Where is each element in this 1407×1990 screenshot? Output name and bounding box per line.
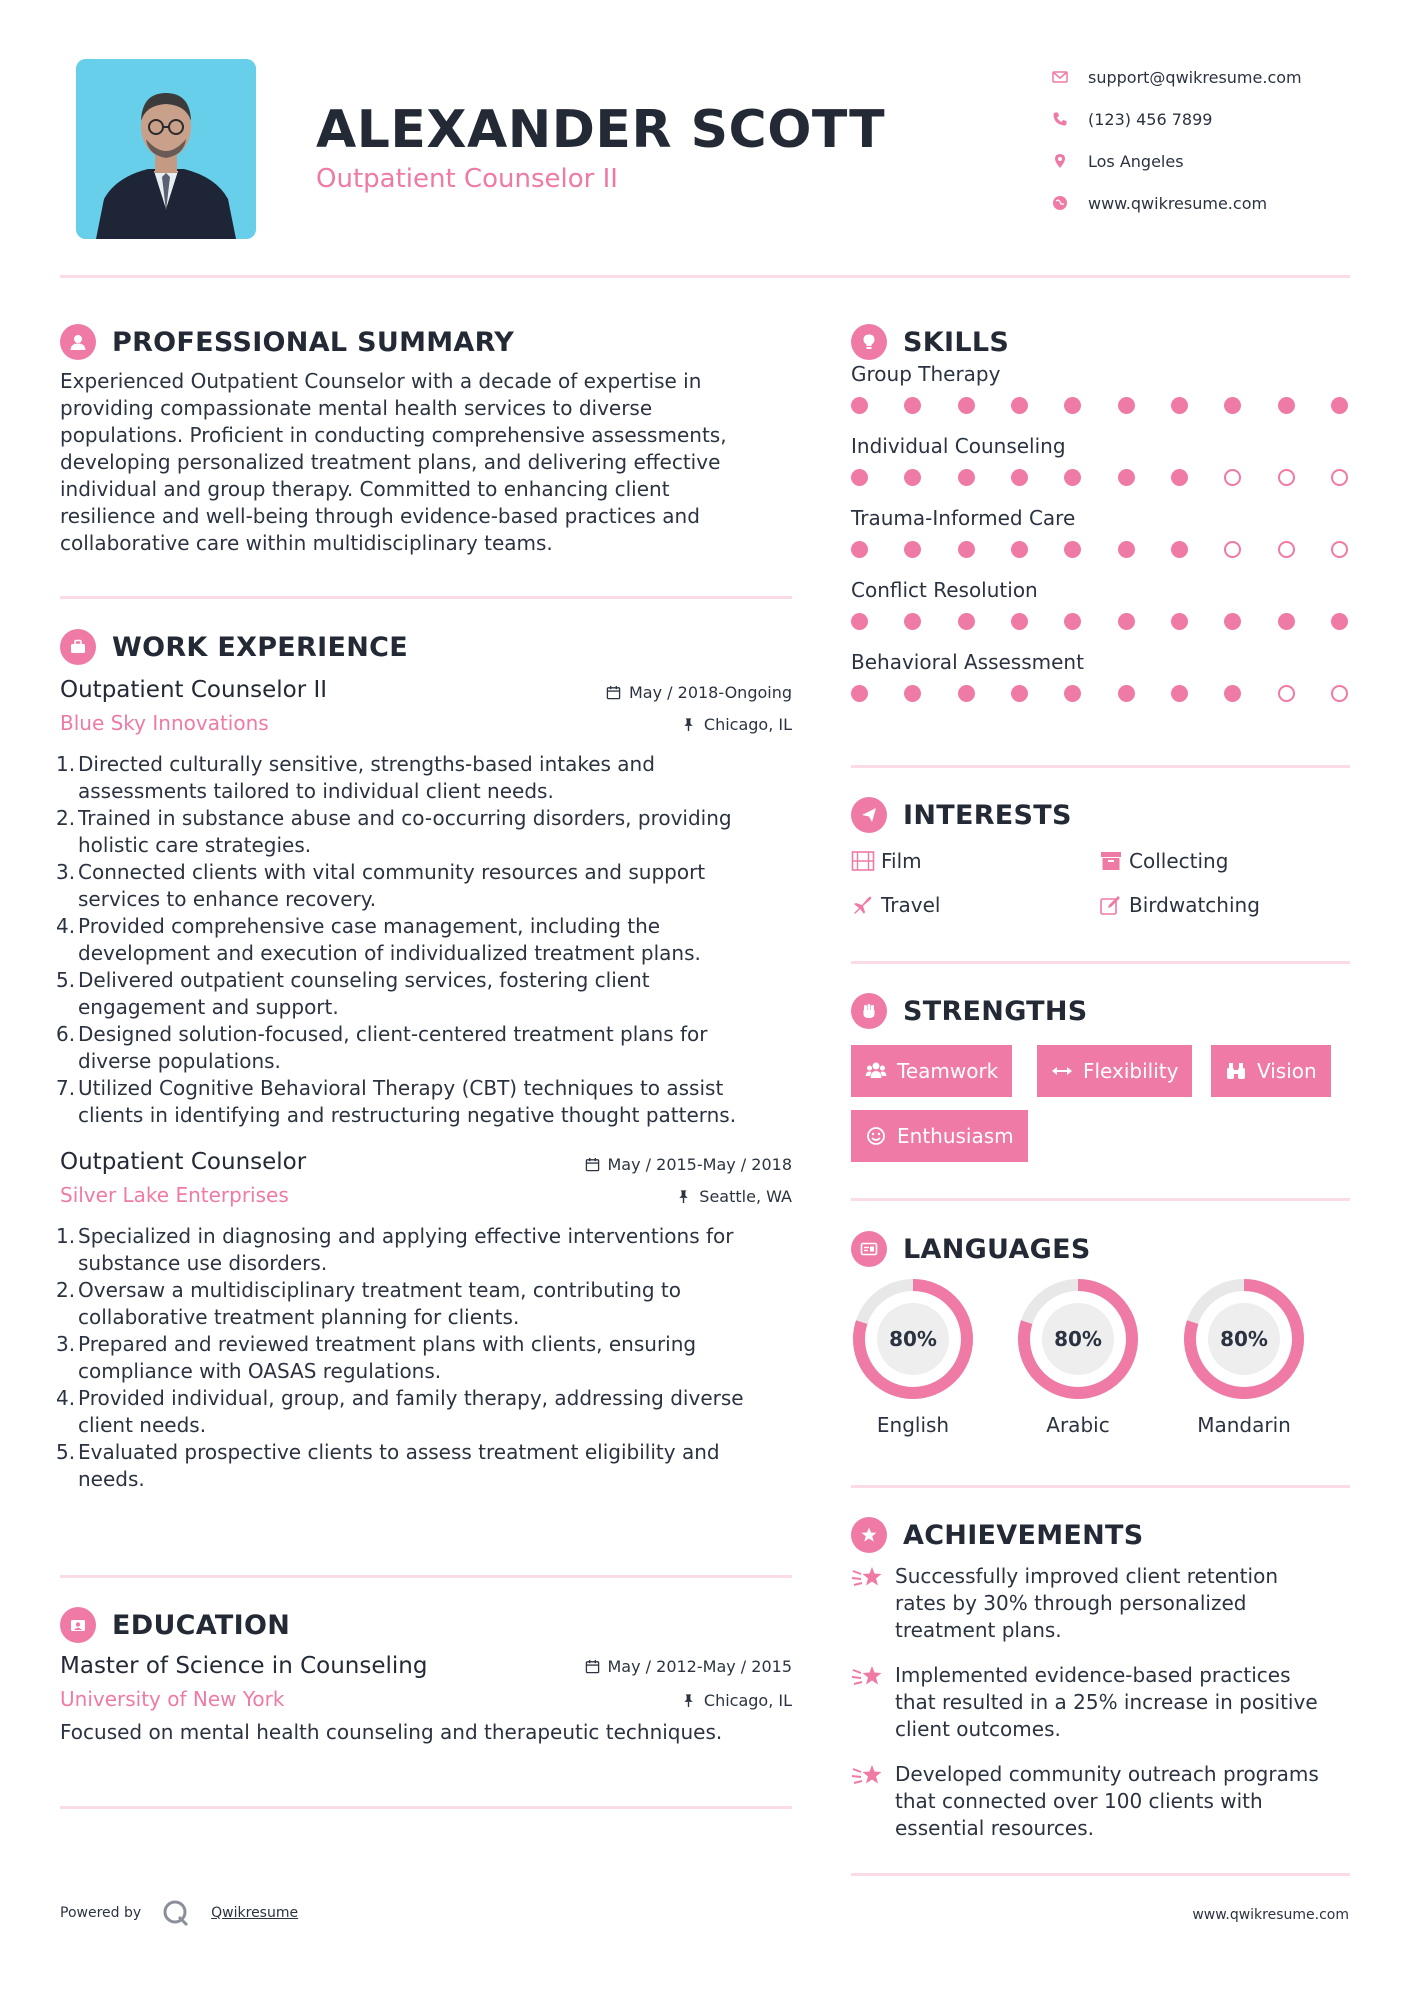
skill-dot-filled: [1171, 613, 1188, 630]
skill-dot-filled: [1011, 541, 1028, 558]
skill-dot-filled: [851, 397, 868, 414]
strength-chip: [851, 1045, 1012, 1097]
header-divider: [60, 275, 1350, 278]
work-heading: WORK EXPERIENCE: [112, 631, 408, 663]
job-bullet: Connected clients with vital community resources and support services to enhance recovery.: [78, 860, 706, 911]
education-divider: [60, 1806, 792, 1809]
skill-dot-empty: [1278, 469, 1295, 486]
language-percent: 80%: [1220, 1327, 1268, 1351]
achievements-header: [851, 1515, 1350, 1555]
fist-icon: [851, 993, 887, 1029]
skills-header: [851, 322, 1350, 362]
achievements-divider: [851, 1873, 1350, 1876]
achievements-list: [851, 1563, 1350, 1842]
job-location-text: Seattle, WA: [699, 1187, 792, 1206]
skills-section: [851, 322, 1350, 708]
school-name: University of New York: [60, 1687, 285, 1711]
paper-plane-icon: [851, 797, 887, 833]
strength-label: Teamwork: [897, 1059, 999, 1083]
job-bullet: Prepared and reviewed treatment plans with clients, ensuring compliance with OASAS regulations.: [78, 1332, 697, 1383]
arrows-icon: [1051, 1061, 1073, 1081]
skill-dot-empty: [1224, 469, 1241, 486]
binoculars-icon: [1225, 1061, 1247, 1081]
calendar-icon: [606, 685, 621, 700]
email-text: support@qwikresume.com: [1088, 67, 1302, 87]
skill-dot-filled: [904, 397, 921, 414]
strengths-section: [851, 991, 1350, 1171]
briefcase-icon: [60, 629, 96, 665]
strength-label: Flexibility: [1083, 1059, 1179, 1083]
job-entry: [60, 1149, 792, 1493]
job-dates: [585, 1155, 793, 1174]
smile-icon: [865, 1126, 887, 1146]
skill-dot-filled: [1171, 685, 1188, 702]
skill-dot-filled: [1011, 685, 1028, 702]
language-item: [851, 1277, 975, 1437]
job-bullet: Designed solution-focused, client-centered treatment plans for diverse populations.: [78, 1022, 708, 1073]
skill-rating: [851, 462, 1348, 492]
skill-dot-filled: [958, 397, 975, 414]
skill-dot-empty: [1331, 541, 1348, 558]
star-badge-icon: [851, 1517, 887, 1553]
contact-info: [1052, 56, 1362, 224]
job-dates-text: May / 2018-Ongoing: [629, 683, 792, 702]
calendar-icon: [585, 1659, 600, 1674]
interest-label: Travel: [881, 893, 941, 917]
job-company: Silver Lake Enterprises: [60, 1183, 289, 1207]
language-name: Mandarin: [1197, 1413, 1291, 1437]
job-bullet: Delivered outpatient counseling services, fostering client engagement and support.: [78, 968, 650, 1019]
work-header: [60, 627, 792, 667]
contact-phone[interactable]: [1052, 98, 1362, 140]
job-bullet: Oversaw a multidisciplinary treatment team, contributing to collaborative treatment planning for clients.: [78, 1278, 681, 1329]
skill-dot-filled: [1171, 469, 1188, 486]
skill-dot-filled: [1171, 541, 1188, 558]
skills-heading: SKILLS: [903, 326, 1010, 358]
skill-dot-empty: [1331, 469, 1348, 486]
skill-dot-filled: [1064, 541, 1081, 558]
qwikresume-logo-icon: [161, 1898, 191, 1928]
profile-photo: [76, 59, 256, 239]
skill-dot-filled: [958, 685, 975, 702]
education-section: [60, 1605, 792, 1746]
portrait-image: [76, 59, 256, 239]
job-dates: [606, 683, 792, 702]
skills-list: [851, 362, 1350, 708]
languages-header: [851, 1229, 1350, 1269]
summary-heading: PROFESSIONAL SUMMARY: [112, 326, 515, 358]
interests-heading: INTERESTS: [903, 799, 1072, 831]
interests-grid: [851, 839, 1350, 929]
job-location-text: Chicago, IL: [703, 715, 792, 734]
interests-divider: [851, 961, 1350, 964]
skill-dot-filled: [1118, 613, 1135, 630]
shooting-star-icon: [851, 1761, 885, 1791]
education-location: [681, 1691, 792, 1710]
candidate-name: ALEXANDER SCOTT: [316, 100, 886, 160]
achievement-text: Successfully improved client retention rates by 30% through personalized treatment plans.: [895, 1564, 1278, 1642]
skill-dot-filled: [958, 613, 975, 630]
strength-label: Vision: [1257, 1059, 1317, 1083]
skill-name: Behavioral Assessment: [851, 650, 1084, 674]
website-text: www.qwikresume.com: [1088, 193, 1268, 213]
contact-website[interactable]: [1052, 182, 1362, 224]
skill-dot-filled: [1224, 685, 1241, 702]
language-card-icon: [851, 1231, 887, 1267]
summary-line: developing personalized treatment plans, and delivering effective: [60, 450, 721, 474]
strengths-divider: [851, 1198, 1350, 1201]
skill-name: Individual Counseling: [851, 434, 1066, 458]
map-pin-icon: [1052, 152, 1088, 170]
skill-dot-filled: [851, 685, 868, 702]
achievements-heading: ACHIEVEMENTS: [903, 1519, 1144, 1551]
job-bullet: Utilized Cognitive Behavioral Therapy (CBT) techniques to assist clients in identifying and restructuring negative thought patterns.: [78, 1076, 737, 1127]
skill-dot-empty: [1278, 541, 1295, 558]
skill-item: [851, 506, 1350, 564]
skill-rating: [851, 534, 1348, 564]
education-dates-text: May / 2012-May / 2015: [607, 1657, 792, 1676]
interests-section: [851, 795, 1350, 929]
achievement-text: Implemented evidence-based practices that resulted in a 25% increase in positive client outcomes.: [895, 1663, 1318, 1741]
plane-icon: [851, 894, 875, 916]
skill-dot-filled: [1224, 613, 1241, 630]
achievements-section: [851, 1515, 1350, 1860]
language-percent: 80%: [889, 1327, 937, 1351]
contact-location: [1052, 140, 1362, 182]
powered-by-text: Powered by: [60, 1905, 142, 1921]
job-bullet: Specialized in diagnosing and applying effective interventions for substance use disorders.: [78, 1224, 734, 1275]
interest-label: Film: [881, 849, 922, 873]
graduation-icon: [60, 1607, 96, 1643]
degree-title: Master of Science in Counseling: [60, 1653, 428, 1679]
summary-line: resilience and well-being through evidence-based practices and: [60, 504, 700, 528]
footer-branding: [60, 1898, 298, 1928]
skill-rating: [851, 390, 1348, 420]
education-heading: EDUCATION: [112, 1609, 291, 1641]
archive-icon: [1099, 850, 1123, 872]
interest-item: [1099, 839, 1228, 883]
interest-label: Collecting: [1129, 849, 1229, 873]
job-location: [681, 715, 792, 734]
summary-line: collaborative care within multidisciplinary teams.: [60, 531, 553, 555]
candidate-title: Outpatient Counselor II: [316, 164, 618, 194]
job-bullet: Evaluated prospective clients to assess treatment eligibility and needs.: [78, 1440, 720, 1491]
work-divider: [60, 1575, 792, 1578]
job-bullets: [60, 751, 792, 1129]
job-company: Blue Sky Innovations: [60, 711, 269, 735]
skill-dot-filled: [1011, 613, 1028, 630]
job-bullets: [60, 1223, 792, 1493]
language-item: [1016, 1277, 1140, 1437]
brand-link[interactable]: Qwikresume: [211, 1905, 299, 1921]
lightbulb-icon: [851, 324, 887, 360]
strengths-heading: STRENGTHS: [903, 995, 1088, 1027]
languages-divider: [851, 1485, 1350, 1488]
skill-dot-filled: [1278, 613, 1295, 630]
skill-item: [851, 578, 1350, 636]
skill-dot-filled: [1118, 469, 1135, 486]
skill-dot-empty: [1278, 685, 1295, 702]
skill-dot-filled: [1064, 613, 1081, 630]
skill-dot-filled: [904, 685, 921, 702]
summary-line: Experienced Outpatient Counselor with a decade of expertise in: [60, 369, 702, 393]
summary-text: [60, 368, 800, 557]
phone-icon: [1052, 110, 1088, 128]
footer-website[interactable]: www.qwikresume.com: [1192, 1907, 1349, 1923]
summary-line: individual and group therapy. Committed to enhancing client: [60, 477, 670, 501]
pushpin-icon: [681, 1693, 696, 1708]
language-name: Arabic: [1046, 1413, 1110, 1437]
skill-name: Group Therapy: [851, 362, 1001, 386]
language-percent: 80%: [1054, 1327, 1102, 1351]
skill-rating: [851, 606, 1348, 636]
pushpin-icon: [676, 1189, 691, 1204]
skill-dot-empty: [1331, 685, 1348, 702]
summary-header: [60, 322, 800, 362]
achievement-item: [851, 1761, 1350, 1842]
education-description: Focused on mental health counseling and therapeutic techniques.: [60, 1720, 723, 1744]
job-title: Outpatient Counselor: [60, 1149, 307, 1175]
summary-line: populations. Proficient in conducting comprehensive assessments,: [60, 423, 727, 447]
skill-item: [851, 362, 1350, 420]
interest-item: [851, 839, 922, 883]
summary-section: [60, 322, 800, 557]
skill-dot-filled: [1278, 397, 1295, 414]
mail-icon: [1052, 68, 1088, 86]
strength-label: Enthusiasm: [897, 1124, 1014, 1148]
skill-dot-filled: [1118, 397, 1135, 414]
skill-item: [851, 650, 1350, 708]
skill-dot-empty: [1224, 541, 1241, 558]
skill-dot-filled: [1011, 397, 1028, 414]
skill-dot-filled: [958, 469, 975, 486]
job-bullet: Directed culturally sensitive, strengths-based intakes and assessments tailored to individual client needs.: [78, 752, 655, 803]
skill-dot-filled: [1064, 469, 1081, 486]
skill-dot-filled: [904, 469, 921, 486]
skill-name: Trauma-Informed Care: [851, 506, 1076, 530]
skill-dot-filled: [1331, 613, 1348, 630]
job-title: Outpatient Counselor II: [60, 677, 328, 703]
skill-dot-filled: [1118, 541, 1135, 558]
interest-item: [1099, 883, 1260, 927]
skill-rating: [851, 678, 1348, 708]
pushpin-icon: [681, 717, 696, 732]
languages-section: [851, 1229, 1350, 1459]
skill-dot-filled: [1224, 397, 1241, 414]
language-name: English: [876, 1413, 950, 1437]
shooting-star-icon: [851, 1563, 885, 1593]
job-location: [676, 1187, 792, 1206]
job-bullet: Provided individual, group, and family therapy, addressing diverse client needs.: [78, 1386, 744, 1437]
achievement-text: Developed community outreach programs that connected over 100 clients with essential resources.: [895, 1762, 1319, 1840]
user-icon: [60, 324, 96, 360]
strength-chip: [1037, 1045, 1192, 1097]
skill-dot-filled: [851, 613, 868, 630]
strengths-header: [851, 991, 1350, 1031]
skill-dot-filled: [851, 469, 868, 486]
skills-divider: [851, 765, 1350, 768]
strength-chip: [851, 1110, 1028, 1162]
job-dates-text: May / 2015-May / 2018: [607, 1155, 792, 1174]
skill-dot-filled: [904, 613, 921, 630]
education-dates: [585, 1657, 793, 1676]
skill-dot-filled: [1331, 397, 1348, 414]
skill-dot-filled: [1171, 397, 1188, 414]
summary-line: providing compassionate mental health services to diverse: [60, 396, 653, 420]
phone-text: (123) 456 7899: [1088, 109, 1213, 129]
achievement-item: [851, 1563, 1350, 1644]
skill-dot-filled: [904, 541, 921, 558]
skill-name: Conflict Resolution: [851, 578, 1038, 602]
language-item: [1182, 1277, 1306, 1437]
contact-email[interactable]: [1052, 56, 1362, 98]
skill-dot-filled: [1064, 685, 1081, 702]
location-text: Los Angeles: [1088, 151, 1184, 171]
film-icon: [851, 850, 875, 872]
users-icon: [865, 1061, 887, 1081]
shooting-star-icon: [851, 1662, 885, 1692]
work-section: [60, 627, 792, 1493]
languages-heading: LANGUAGES: [903, 1233, 1091, 1265]
job-entry: [60, 677, 792, 1129]
skill-dot-filled: [1064, 397, 1081, 414]
education-entry: [60, 1653, 792, 1746]
summary-divider: [60, 596, 792, 599]
job-bullet: Trained in substance abuse and co-occurring disorders, providing holistic care strategies.: [78, 806, 732, 857]
globe-icon: [1052, 194, 1088, 212]
education-location-text: Chicago, IL: [703, 1691, 792, 1710]
skill-dot-filled: [851, 541, 868, 558]
edit-icon: [1099, 894, 1123, 916]
achievement-item: [851, 1662, 1350, 1743]
skill-dot-filled: [958, 541, 975, 558]
skill-item: [851, 434, 1350, 492]
education-header: [60, 1605, 792, 1645]
interest-item: [851, 883, 940, 927]
skill-dot-filled: [1118, 685, 1135, 702]
skill-dot-filled: [1011, 469, 1028, 486]
strength-chip: [1211, 1045, 1331, 1097]
job-bullet: Provided comprehensive case management, including the development and execution of individualized treatment plans.: [78, 914, 701, 965]
interests-header: [851, 795, 1350, 835]
interest-label: Birdwatching: [1129, 893, 1260, 917]
calendar-icon: [585, 1157, 600, 1172]
